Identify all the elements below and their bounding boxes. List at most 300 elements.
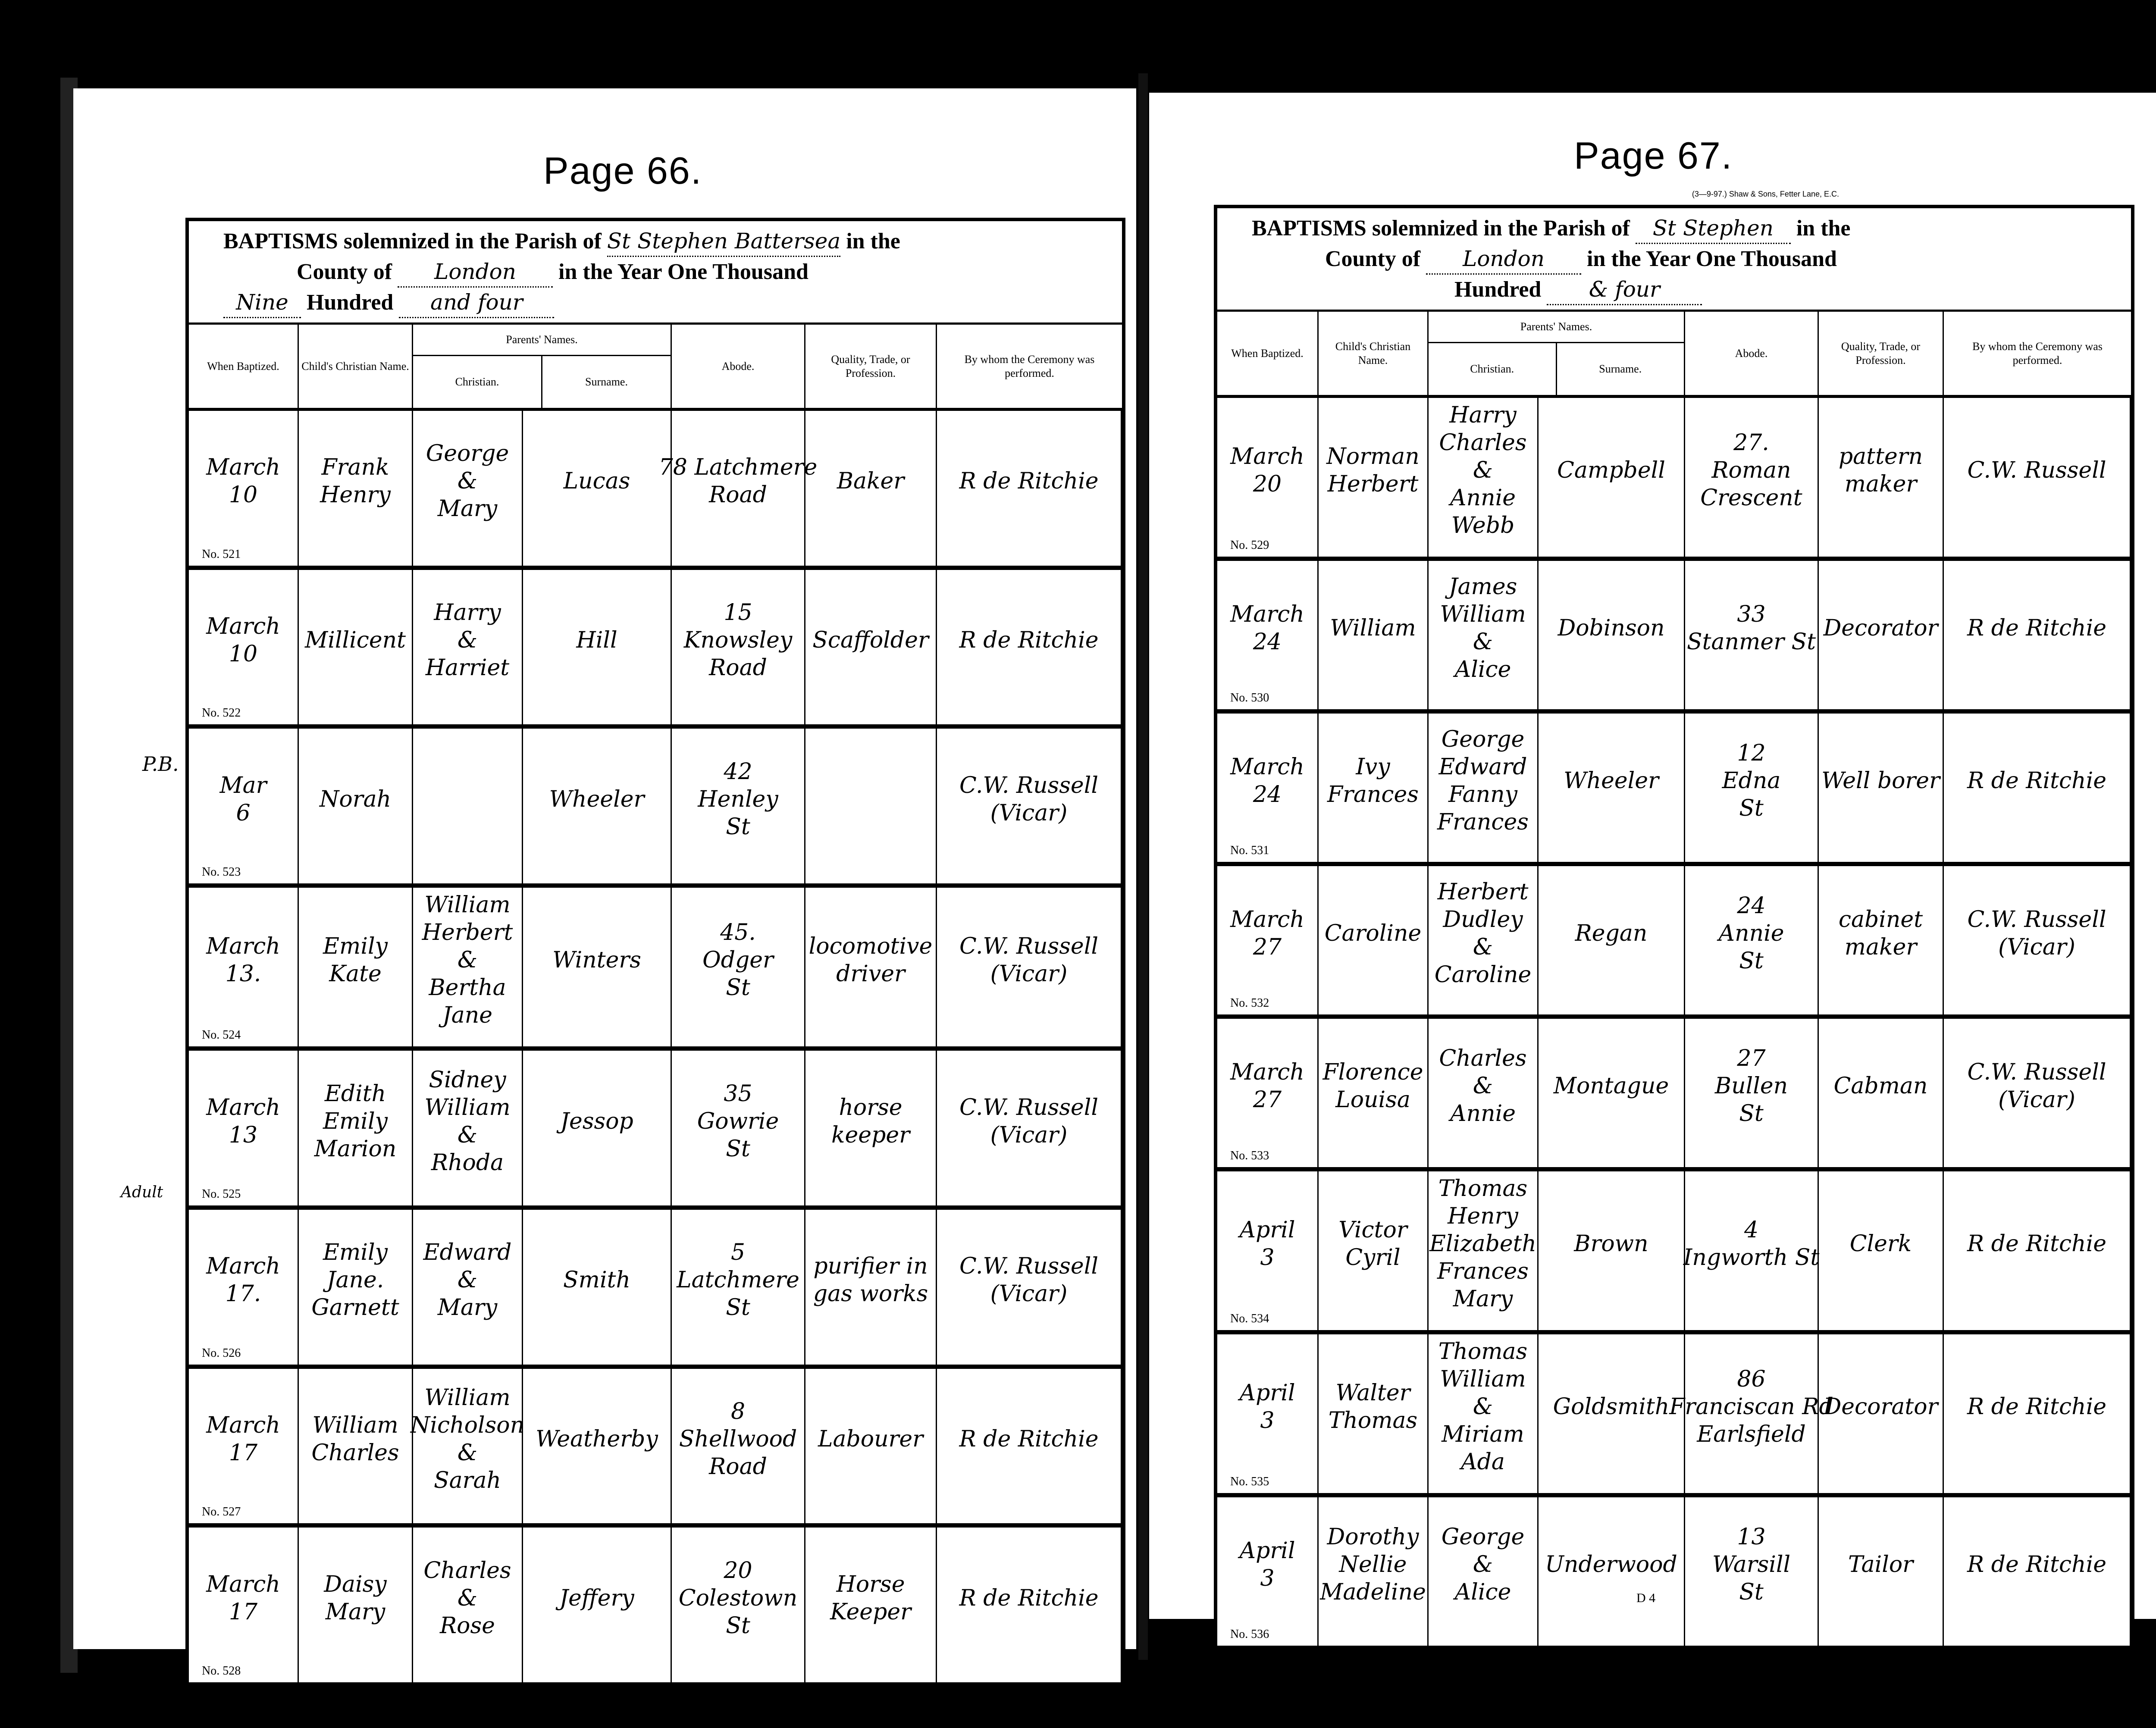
cell-abode-line: Latchmere [677, 1267, 799, 1293]
cell-child-name-line: Ivy [1356, 754, 1390, 780]
cell-child-name-line: Nellie [1339, 1552, 1407, 1578]
cell-officiant-text: C.W. Russell (Vicar) [959, 1094, 1098, 1148]
cell-when [189, 570, 299, 725]
cell-officiant [937, 729, 1122, 883]
cell-quality-text: locomotive driver [808, 933, 933, 987]
cell-parent-christian-line: Rhoda [431, 1149, 504, 1176]
cell-officiant-text: R de Ritchie [959, 468, 1099, 495]
cell-parent-christian-line: Alice [1454, 1579, 1511, 1605]
col-when: When Baptized. [189, 325, 299, 408]
cell-abode-line: 35 [724, 1080, 752, 1107]
cell-parent-christian-line: Mary [1453, 1286, 1513, 1312]
cell-child-name-line: Victor [1338, 1217, 1407, 1243]
cell-parent-surname-text: Regan [1575, 920, 1648, 946]
printer-note: (3—9-97.) Shaw & Sons, Fetter Lane, E.C. [1692, 190, 1839, 198]
cell-when-line: 6 [236, 800, 251, 826]
cell-when-line: March [206, 1253, 280, 1280]
cell-when-line: 3 [1260, 1408, 1275, 1434]
cell-abode-line: 86 [1737, 1366, 1766, 1392]
cell-when [189, 888, 299, 1046]
year-label: in the Year One Thousand [1587, 247, 1837, 271]
col-surname: Surname. [585, 376, 628, 388]
cell-when [189, 729, 299, 883]
cell-parent-surname [523, 729, 672, 883]
cell-quality [805, 570, 937, 725]
cell-parent-christian-line: Ada [1461, 1449, 1505, 1475]
cell-when-line: 17. [225, 1281, 261, 1307]
cell-quality-text: purifier in gas works [813, 1253, 928, 1307]
cell-abode-line: 27. [1733, 430, 1769, 456]
cell-officiant [1944, 866, 2131, 1014]
cell-when [189, 1051, 299, 1205]
entry-number: No. 531 [1230, 844, 1269, 857]
cell-parent-christian-line: & [1473, 934, 1493, 960]
cell-parent-christian [1429, 866, 1539, 1014]
cell-quality-text: Cabman [1833, 1073, 1928, 1099]
cell-quality [805, 1369, 937, 1524]
cell-parent-christian-line: William [424, 1384, 511, 1411]
table-row [189, 1051, 1122, 1210]
cell-parent-christian [413, 570, 523, 725]
cell-abode-line: St [1739, 1101, 1764, 1127]
cell-when [189, 1528, 299, 1682]
cell-parent-christian-line: & [457, 1122, 478, 1148]
cell-child-name-line: Emily [323, 1108, 388, 1134]
cell-child-name [299, 1369, 413, 1524]
in-the-label: in the [1796, 216, 1851, 241]
cell-when-line: March [206, 933, 280, 960]
cell-parent-christian [413, 1210, 523, 1365]
cell-child-name [299, 570, 413, 725]
cell-when [1217, 1334, 1319, 1493]
column-headers [189, 325, 1122, 411]
cell-quality [805, 888, 937, 1046]
cell-parent-christian-line: & [1473, 629, 1493, 655]
col-christian: Christian. [413, 356, 542, 408]
table-row [189, 570, 1122, 729]
cell-abode [1685, 1171, 1819, 1330]
cell-parent-christian-line: Charles [423, 1557, 511, 1584]
county-value: London [1426, 244, 1581, 275]
cell-child-name-line: Marion [314, 1136, 397, 1162]
cell-officiant [937, 1210, 1122, 1365]
in-the-label: in the [846, 229, 900, 254]
cell-abode-line: Road [709, 482, 767, 508]
cell-parent-christian-line: Miriam [1442, 1421, 1524, 1447]
cell-abode-line: 27 [1737, 1046, 1766, 1071]
cell-abode [672, 1051, 805, 1205]
cell-when-line: 27 [1253, 1087, 1282, 1113]
cell-abode [1685, 1019, 1819, 1167]
cell-when-line: March [206, 1571, 280, 1597]
margin-note-adult: Adult [121, 1183, 163, 1201]
cell-parent-christian [1429, 1171, 1539, 1330]
cell-quality [805, 1210, 937, 1365]
cell-child-name-line: Frank [321, 454, 389, 481]
cell-abode [1685, 714, 1819, 862]
parish-value: St Stephen [1636, 213, 1791, 244]
cell-abode-line: St [726, 1612, 750, 1639]
col-abode: Abode. [672, 325, 805, 408]
cell-quality-text: Baker [837, 468, 905, 495]
cell-abode-line: St [1739, 795, 1764, 821]
table-row [1217, 1019, 2131, 1171]
cell-parent-christian-line: Annie [1450, 485, 1516, 511]
cell-when-line: 3 [1260, 1565, 1275, 1591]
col-parents-title: Parents' Names. [413, 325, 671, 356]
cell-officiant [1944, 1171, 2131, 1330]
cell-officiant-text: C.W. Russell (Vicar) [959, 1253, 1098, 1307]
cell-parent-christian-line: Thomas [1438, 1339, 1528, 1365]
cell-officiant [937, 570, 1122, 725]
table-row [189, 1369, 1122, 1528]
cell-officiant-text: R de Ritchie [1967, 1231, 2106, 1257]
cell-parent-christian-line: Bertha [429, 975, 506, 1001]
cell-parent-surname [523, 411, 672, 566]
cell-abode-line: 15 [724, 600, 752, 626]
table-row [1217, 1171, 2131, 1334]
col-abode: Abode. [1685, 312, 1819, 395]
cell-officiant-text: C.W. Russell (Vicar) [1967, 907, 2106, 960]
cell-parent-christian [410, 1369, 525, 1524]
cell-when [1217, 561, 1319, 709]
cell-quality-text: cabinet maker [1838, 907, 1923, 960]
cell-child-name-line: Dorothy [1327, 1524, 1419, 1550]
col-surname: Surname. [1599, 363, 1642, 375]
cell-when [1217, 398, 1319, 557]
cell-parent-christian-line: Sarah [434, 1467, 501, 1493]
cell-child-name-line: Walter [1335, 1380, 1410, 1406]
entry-number: No. 527 [202, 1505, 241, 1519]
cell-officiant [937, 1051, 1122, 1205]
right-page [1149, 93, 2156, 1641]
cell-abode-line: 78 Latchmere [658, 454, 818, 481]
cell-child-name-line: Frances [1327, 782, 1419, 808]
cell-officiant [1944, 714, 2131, 862]
cell-child-name-line: Madeline [1320, 1579, 1426, 1605]
cell-child-name [1319, 1019, 1429, 1167]
cell-parent-christian [1429, 561, 1539, 709]
cell-child-name-line: Thomas [1328, 1408, 1418, 1434]
cell-child-name-line: Norman [1326, 444, 1420, 470]
cell-officiant [1944, 1019, 2131, 1167]
cell-when [1217, 866, 1319, 1014]
cell-parent-christian [413, 729, 523, 883]
cell-when-line: March [206, 614, 280, 640]
cell-quality-text: Decorator [1823, 1394, 1938, 1420]
cell-officiant-text: C.W. Russell (Vicar) [1967, 1059, 2106, 1113]
cell-parent-christian-line: George [1441, 1524, 1525, 1550]
entry-number: No. 523 [202, 865, 241, 879]
cell-officiant [1944, 561, 2131, 709]
cell-abode-line: 12 [1737, 740, 1766, 766]
cell-when-line: 20 [1253, 471, 1282, 497]
cell-abode [1685, 1497, 1819, 1646]
cell-quality-text: Decorator [1823, 615, 1938, 641]
cell-abode-line: Edna [1722, 768, 1781, 794]
cell-abode-line: Colestown [678, 1585, 798, 1611]
cell-parent-christian-line: Charles [1439, 430, 1527, 456]
cell-parent-surname [523, 1528, 672, 1682]
cell-parent-surname [1539, 714, 1685, 862]
cell-abode-line: 45. [720, 920, 756, 946]
cell-parent-christian-line: Mary [437, 1295, 498, 1321]
cell-parent-christian-line: Dudley [1443, 907, 1523, 933]
cell-officiant [937, 888, 1122, 1046]
cell-when-line: April [1239, 1380, 1295, 1406]
entry-number: No. 522 [202, 706, 241, 720]
cell-parent-surname [1539, 1334, 1685, 1493]
cell-quality-text: Scaffolder [812, 627, 929, 654]
cell-parent-surname-text: Campbell [1557, 457, 1665, 483]
cell-quality-text: Tailor [1848, 1552, 1914, 1578]
cell-abode-line: 4 [1744, 1217, 1759, 1243]
cell-parent-surname-text: Goldsmith [1553, 1394, 1670, 1420]
cell-parent-surname-text: Weatherby [536, 1426, 658, 1452]
register-rows [189, 411, 1122, 1682]
cell-abode-line: St [726, 975, 750, 1001]
cell-parent-christian-line: George [426, 441, 509, 467]
table-row [189, 1528, 1122, 1682]
cell-officiant [1944, 1334, 2131, 1493]
cell-child-name-line: Herbert [1327, 471, 1419, 497]
cell-child-name-line: Garnett [311, 1295, 399, 1321]
cell-parent-christian [413, 888, 523, 1046]
cell-officiant-text: R de Ritchie [1967, 768, 2106, 794]
cell-parent-christian-line: & [1473, 457, 1493, 483]
cell-when [189, 411, 299, 566]
cell-parent-surname-text: Jessop [560, 1108, 633, 1134]
entry-number: No. 521 [202, 547, 241, 561]
cell-abode [672, 888, 805, 1046]
cell-child-name-line: Emily [323, 933, 388, 960]
col-by-whom: By whom the Ceremony was performed. [964, 353, 1095, 379]
col-christian: Christian. [1429, 343, 1557, 395]
cell-officiant-text: R de Ritchie [959, 1426, 1099, 1452]
cell-parent-christian-line: Charles [1439, 1046, 1527, 1071]
entry-number: No. 528 [202, 1664, 241, 1678]
cell-quality-text: Horse Keeper [830, 1571, 911, 1625]
cell-parent-christian-line: Mary [437, 496, 498, 522]
cell-quality [805, 1528, 937, 1682]
cell-abode-line: St [726, 1136, 750, 1162]
cell-quality-text: horse keeper [831, 1094, 910, 1148]
cell-officiant-text: R de Ritchie [959, 1585, 1099, 1611]
cell-parent-surname [523, 888, 672, 1046]
cell-child-name-line: Norah [319, 786, 392, 812]
cell-abode-line: 24 [1737, 893, 1766, 919]
cell-quality-text: pattern maker [1838, 444, 1923, 497]
year-label: in the Year One Thousand [558, 260, 808, 284]
entry-number: No. 525 [202, 1187, 241, 1201]
cell-child-name-line: Jane. [326, 1267, 384, 1293]
cell-when-line: March [1230, 754, 1304, 780]
cell-when-line: 10 [229, 641, 258, 667]
cell-parent-surname-text: Montague [1553, 1073, 1669, 1099]
cell-parent-christian-line: Herbert [422, 920, 513, 946]
cell-when-line: March [1230, 907, 1304, 933]
cell-when [1217, 1497, 1319, 1646]
cell-officiant [937, 1369, 1122, 1524]
cell-when-line: March [206, 1412, 280, 1438]
cell-quality-text: Clerk [1849, 1231, 1912, 1257]
baptism-register-table [185, 218, 1125, 1686]
cell-quality [1819, 1171, 1944, 1330]
cell-abode-line: St [1739, 948, 1764, 974]
cell-child-name [299, 411, 413, 566]
cell-parent-christian [1429, 1497, 1539, 1646]
cell-abode [658, 411, 818, 566]
cell-parent-christian-line: Edward [1438, 754, 1527, 780]
cell-when [189, 1369, 299, 1524]
cell-abode [1685, 866, 1819, 1014]
cell-parent-christian-line: Alice [1454, 657, 1511, 682]
cell-parent-christian-line: Nicholson [410, 1412, 525, 1438]
cell-abode-line: Warsill [1712, 1552, 1791, 1578]
cell-officiant [937, 411, 1122, 566]
cell-parent-surname-text: Smith [563, 1267, 630, 1293]
cell-child-name-line: Cyril [1345, 1245, 1401, 1271]
cell-officiant-text: C.W. Russell (Vicar) [959, 772, 1098, 826]
cell-child-name [299, 1051, 413, 1205]
cell-when-line: March [1230, 1059, 1304, 1085]
cell-child-name [1319, 561, 1429, 709]
cell-when-line: 24 [1253, 629, 1282, 655]
cell-abode [1669, 1334, 1833, 1493]
cell-parent-christian-line: Webb [1451, 513, 1515, 538]
cell-when-line: 24 [1253, 782, 1282, 808]
table-row [189, 729, 1122, 888]
cell-parent-christian-line: Henry [1448, 1203, 1518, 1229]
cell-officiant [937, 1528, 1122, 1682]
table-row [189, 888, 1122, 1051]
cell-parent-christian-line: & [1473, 1073, 1493, 1099]
cell-abode-line: Gowrie [697, 1108, 779, 1134]
year-prefix-value: Nine [223, 288, 301, 318]
cell-parent-surname [523, 570, 672, 725]
cell-abode-line: 8 [730, 1398, 746, 1424]
cell-child-name [1319, 1171, 1429, 1330]
cell-parent-christian-line: & [1473, 1552, 1493, 1578]
cell-quality [1819, 561, 1944, 709]
entry-number: No. 536 [1230, 1628, 1269, 1641]
cell-parent-christian-line: & [457, 1267, 478, 1293]
cell-abode-line: 13 [1737, 1524, 1766, 1550]
cell-when [1217, 1171, 1319, 1330]
cell-when-line: 3 [1260, 1245, 1275, 1271]
cell-abode-line: St [1739, 1579, 1764, 1605]
cell-abode [672, 1210, 805, 1365]
cell-parent-christian [413, 1528, 523, 1682]
cell-when-line: 13 [229, 1122, 258, 1148]
cell-abode-line: Henley [698, 786, 778, 812]
cell-parent-christian [1429, 714, 1539, 862]
signature-mark: D 4 [1636, 1591, 1656, 1605]
register-rows [1217, 398, 2131, 1646]
cell-parent-surname [523, 1051, 672, 1205]
cell-parent-surname [1539, 1171, 1685, 1330]
left-page [73, 88, 1136, 1678]
cell-quality [1819, 1019, 1944, 1167]
cell-parent-christian-line: Rose [440, 1612, 495, 1639]
cell-parent-christian-line: Caroline [1434, 962, 1532, 988]
cell-parent-christian-line: & [1473, 1394, 1493, 1420]
cell-abode [1685, 398, 1819, 557]
cell-parent-christian-line: Frances [1437, 1258, 1529, 1284]
cell-abode-line: St [726, 1295, 750, 1321]
cell-parent-surname-text: Wheeler [549, 786, 645, 812]
cell-child-name [1319, 1497, 1429, 1646]
cell-quality-text: Labourer [818, 1426, 924, 1452]
county-label: County of [297, 260, 392, 284]
cell-abode-line: Franciscan Rd [1669, 1394, 1833, 1420]
book-spine [1138, 73, 1148, 1660]
page-title: Page 67. [1574, 134, 1733, 177]
cell-when-line: April [1239, 1217, 1295, 1243]
cell-parent-christian-line: Harriet [425, 655, 510, 681]
cell-parent-christian-line: & [457, 1585, 478, 1611]
cell-quality [1819, 398, 1944, 557]
cell-child-name [299, 1210, 413, 1365]
cell-child-name-line: Emily [323, 1240, 388, 1266]
cell-parent-surname-text: Winters [552, 947, 641, 974]
col-parents [1429, 312, 1685, 395]
col-quality: Quality, Trade, or Profession. [805, 325, 937, 408]
cell-when-line: April [1239, 1538, 1295, 1564]
county-value: London [398, 257, 553, 288]
cell-abode-line: Ingworth St [1683, 1245, 1820, 1271]
entry-number: No. 534 [1230, 1312, 1269, 1325]
cell-child-name-line: Charles [311, 1440, 399, 1466]
cell-parent-christian-line: William [1440, 601, 1526, 627]
cell-parent-christian-line: & [457, 468, 478, 495]
cell-abode-line: Odger [702, 947, 774, 974]
cell-child-name [1319, 1334, 1429, 1493]
cell-quality [805, 411, 937, 566]
entry-number: No. 535 [1230, 1475, 1269, 1488]
cell-parent-christian-line: George [1441, 726, 1525, 752]
cell-when-line: March [206, 454, 280, 481]
cell-parent-surname-text: Wheeler [1564, 768, 1659, 794]
cell-abode-line: 42 [724, 758, 752, 785]
cell-parent-christian-line: William [424, 892, 511, 918]
cell-parent-christian-line: James [1448, 574, 1517, 600]
col-by-whom: By whom the Ceremony was performed. [1972, 340, 2103, 366]
cell-child-name-line: Henry [320, 482, 391, 508]
cell-child-name-line: Daisy [324, 1571, 387, 1597]
cell-officiant-text: C.W. Russell (Vicar) [959, 933, 1098, 987]
cell-abode-line: 5 [730, 1240, 746, 1266]
cell-when-line: March [1230, 444, 1304, 470]
cell-parent-christian-line: William [1440, 1366, 1526, 1392]
cell-parent-surname-text: Hill [576, 627, 617, 654]
col-child: Child's Christian Name. [1319, 312, 1429, 395]
cell-child-name [299, 729, 413, 883]
cell-officiant-text: R de Ritchie [1967, 615, 2106, 641]
cell-abode-line: Annie [1718, 920, 1784, 946]
cell-parent-christian [413, 1051, 523, 1205]
cell-parent-christian-line: William [424, 1094, 511, 1121]
cell-abode-line: Road [709, 655, 767, 681]
cell-quality-text: Well borer [1821, 768, 1940, 794]
table-row [1217, 1334, 2131, 1497]
entry-number: No. 526 [202, 1346, 241, 1360]
column-headers [1217, 312, 2131, 398]
cell-abode-line: Crescent [1700, 485, 1802, 511]
cell-parent-surname-text: Brown [1574, 1231, 1648, 1257]
cell-parent-christian-line: Harry [434, 600, 501, 626]
cell-child-name-line: Louisa [1335, 1087, 1410, 1113]
